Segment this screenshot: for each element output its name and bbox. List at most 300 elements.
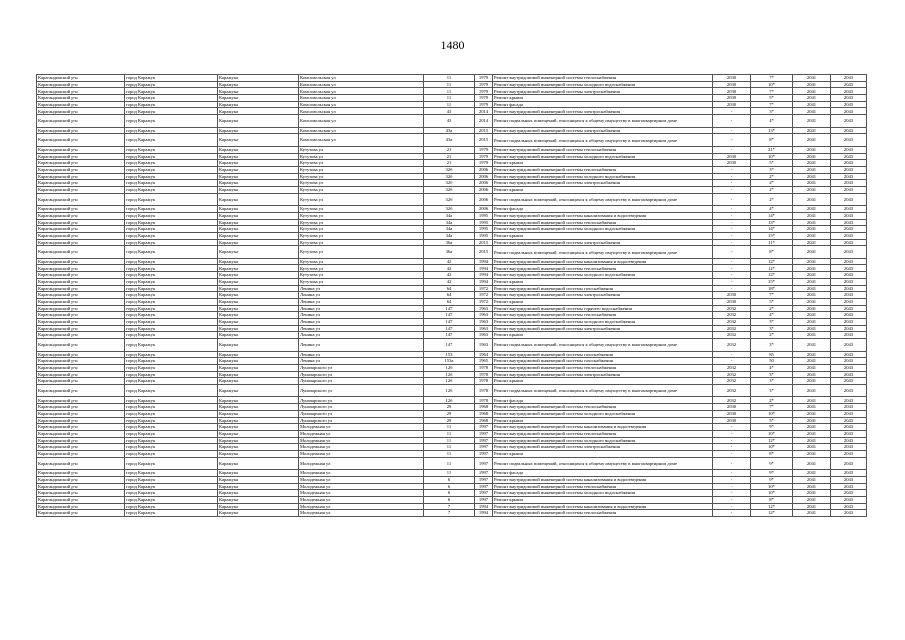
plan-end-year-cell: 2043 <box>831 101 867 108</box>
plan-end-year-cell: 2043 <box>831 95 867 102</box>
work-type-cell: Ремонт внутридомовой инженерной системы теплоснабжения <box>493 166 713 173</box>
house-number-cell: 11 <box>424 437 475 444</box>
plan-end-year-cell: 2043 <box>831 292 867 299</box>
table-row <box>37 450 867 457</box>
table-row <box>37 180 867 187</box>
build-year-cell: 1997 <box>475 490 493 497</box>
table-row <box>37 437 867 444</box>
table-row <box>37 115 867 128</box>
house-number-cell: 29 <box>424 404 475 411</box>
city-cell: город Каражук <box>125 226 218 233</box>
district-cell: Карагандинский р-н <box>37 193 125 206</box>
plan-start-year-cell: 2041 <box>793 292 831 299</box>
build-year-cell: 1979 <box>475 88 493 95</box>
previous-repair-year-cell: - <box>713 444 751 451</box>
plan-start-year-cell: 2041 <box>793 219 831 226</box>
plan-end-year-cell: 2043 <box>831 153 867 160</box>
work-type-cell: Ремонт внутридомовой инженерной системы холодного водоснабжения <box>493 318 713 325</box>
repair-volume-cell: 13* <box>751 219 793 226</box>
district-cell: Карагандинский р-н <box>37 457 125 470</box>
city-cell: город Каражук <box>125 510 218 517</box>
plan-start-year-cell: 2041 <box>793 339 831 352</box>
house-number-cell: 43а <box>424 134 475 147</box>
city-cell: город Каражук <box>125 437 218 444</box>
plan-start-year-cell: 2041 <box>793 318 831 325</box>
build-year-cell: 1963 <box>475 318 493 325</box>
repair-volume-cell: 4* <box>751 115 793 128</box>
table-row <box>37 127 867 134</box>
work-type-cell: Ремонт внутридомовой инженерной системы теплоснабжения <box>493 265 713 272</box>
work-type-cell: Ремонт внутридомовой инженерной системы газоснабжения <box>493 351 713 358</box>
plan-start-year-cell: 2041 <box>793 457 831 470</box>
district-cell: Карагандинский р-н <box>37 503 125 510</box>
repair-volume-cell: 12* <box>751 265 793 272</box>
build-year-cell: 1997 <box>475 437 493 444</box>
plan-start-year-cell: 2041 <box>793 404 831 411</box>
work-type-cell: Ремонт внутридомовой инженерной системы канализования и водоотведения <box>493 503 713 510</box>
plan-end-year-cell: 2043 <box>831 173 867 180</box>
locality-cell: Каражука <box>218 146 299 153</box>
house-number-cell: 32б <box>424 180 475 187</box>
city-cell: город Каражук <box>125 318 218 325</box>
repair-volume-cell: 14* <box>751 212 793 219</box>
plan-end-year-cell: 2043 <box>831 358 867 365</box>
work-type-cell: Ремонт внутридомовой инженерной системы канализования и водоотведения <box>493 212 713 219</box>
work-type-cell: Ремонт внутридомовой инженерной системы холодного водоснабжения <box>493 153 713 160</box>
city-cell: город Каражук <box>125 410 218 417</box>
plan-end-year-cell: 2043 <box>831 305 867 312</box>
build-year-cell: 2006 <box>475 173 493 180</box>
street-cell: Ленина ул <box>299 332 424 339</box>
house-number-cell: 147 <box>424 312 475 319</box>
work-type-cell: Ремонт подвальных помещений, относящихся к общему имуществу в многоквартирном доме <box>493 193 713 206</box>
work-type-cell: Ремонт внутридомовой инженерной системы холодного водоснабжения <box>493 272 713 279</box>
city-cell: город Каражук <box>125 285 218 292</box>
previous-repair-year-cell: - <box>713 490 751 497</box>
previous-repair-year-cell: 2030 <box>713 81 751 88</box>
house-number-cell: 21 <box>424 160 475 167</box>
locality-cell: Каражука <box>218 378 299 385</box>
locality-cell: Каражука <box>218 285 299 292</box>
plan-end-year-cell: 2043 <box>831 232 867 239</box>
plan-start-year-cell: 2041 <box>793 424 831 431</box>
repair-volume-cell: 3* <box>751 318 793 325</box>
district-cell: Карагандинский р-н <box>37 318 125 325</box>
repair-volume-cell: 2* <box>751 173 793 180</box>
city-cell: город Каражук <box>125 108 218 115</box>
plan-end-year-cell: 2043 <box>831 193 867 206</box>
house-number-cell: 6 <box>424 490 475 497</box>
street-cell: Кутузова ул <box>299 206 424 213</box>
locality-cell: Каражука <box>218 351 299 358</box>
locality-cell: Каражука <box>218 424 299 431</box>
repair-volume-cell: 8* <box>751 496 793 503</box>
house-number-cell: 11 <box>424 81 475 88</box>
street-cell: Луначарского ул <box>299 410 424 417</box>
previous-repair-year-cell: 2030 <box>713 404 751 411</box>
street-cell: Молодежная ул <box>299 503 424 510</box>
build-year-cell: 2006 <box>475 193 493 206</box>
city-cell: город Каражук <box>125 503 218 510</box>
city-cell: город Каражук <box>125 470 218 477</box>
street-cell: Луначарского ул <box>299 397 424 404</box>
previous-repair-year-cell: 2030 <box>713 417 751 424</box>
build-year-cell: 1978 <box>475 378 493 385</box>
plan-start-year-cell: 2041 <box>793 510 831 517</box>
city-cell: город Каражук <box>125 312 218 319</box>
city-cell: город Каражук <box>125 193 218 206</box>
previous-repair-year-cell: 2032 <box>713 371 751 378</box>
city-cell: город Каражук <box>125 325 218 332</box>
work-type-cell: Ремонт подвальных помещений, относящихся к общему имуществу в многоквартирном доме <box>493 115 713 128</box>
house-number-cell: 32б <box>424 166 475 173</box>
district-cell: Карагандинский р-н <box>37 101 125 108</box>
previous-repair-year-cell: 2030 <box>713 75 751 82</box>
house-number-cell: 12б <box>424 384 475 397</box>
district-cell: Карагандинский р-н <box>37 272 125 279</box>
house-number-cell: 29 <box>424 417 475 424</box>
plan-start-year-cell: 2041 <box>793 437 831 444</box>
locality-cell: Каражука <box>218 417 299 424</box>
plan-start-year-cell: 2041 <box>793 272 831 279</box>
repair-volume-cell: 10* <box>751 430 793 437</box>
street-cell: Комсомольская ул <box>299 88 424 95</box>
build-year-cell: 1964 <box>475 351 493 358</box>
plan-start-year-cell: 2041 <box>793 173 831 180</box>
repair-schedule-table <box>36 74 867 517</box>
street-cell: Комсомольская ул <box>299 134 424 147</box>
city-cell: город Каражук <box>125 239 218 246</box>
previous-repair-year-cell: - <box>713 503 751 510</box>
city-cell: город Каражук <box>125 186 218 193</box>
repair-volume-cell: 7* <box>751 88 793 95</box>
work-type-cell: Ремонт внутридомовой инженерной системы электроснабжения <box>493 180 713 187</box>
locality-cell: Каражука <box>218 430 299 437</box>
work-type-cell: Ремонт внутридомовой инженерной системы газоснабжения <box>493 285 713 292</box>
district-cell: Карагандинский р-н <box>37 88 125 95</box>
city-cell: город Каражук <box>125 417 218 424</box>
work-type-cell: Ремонт внутридомовой инженерной системы канализования и водоотведения <box>493 424 713 431</box>
plan-end-year-cell: 2043 <box>831 371 867 378</box>
city-cell: город Каражук <box>125 332 218 339</box>
repair-volume-cell: 2* <box>751 305 793 312</box>
table-row <box>37 239 867 246</box>
repair-volume-cell: 12* <box>751 510 793 517</box>
previous-repair-year-cell: - <box>713 146 751 153</box>
repair-volume-cell: 13* <box>751 127 793 134</box>
repair-volume-cell: 5* <box>751 160 793 167</box>
plan-start-year-cell: 2041 <box>793 146 831 153</box>
locality-cell: Каражука <box>218 160 299 167</box>
locality-cell: Каражука <box>218 339 299 352</box>
street-cell: Ленина ул <box>299 292 424 299</box>
build-year-cell: 1995 <box>475 212 493 219</box>
plan-end-year-cell: 2043 <box>831 351 867 358</box>
table-row <box>37 364 867 371</box>
table-row <box>37 278 867 285</box>
repair-volume-cell: 3* <box>751 384 793 397</box>
district-cell: Карагандинский р-н <box>37 146 125 153</box>
district-cell: Карагандинский р-н <box>37 430 125 437</box>
repair-volume-cell: 12* <box>751 272 793 279</box>
repair-volume-cell: 3* <box>751 371 793 378</box>
street-cell: Кутузова ул <box>299 212 424 219</box>
plan-end-year-cell: 2043 <box>831 298 867 305</box>
plan-end-year-cell: 2043 <box>831 75 867 82</box>
street-cell: Молодежная ул <box>299 430 424 437</box>
previous-repair-year-cell: - <box>713 232 751 239</box>
house-number-cell: 12б <box>424 397 475 404</box>
previous-repair-year-cell: 2032 <box>713 378 751 385</box>
street-cell: Молодежная ул <box>299 476 424 483</box>
plan-start-year-cell: 2041 <box>793 378 831 385</box>
plan-end-year-cell: 2043 <box>831 318 867 325</box>
plan-start-year-cell: 2041 <box>793 108 831 115</box>
street-cell: Кутузова ул <box>299 193 424 206</box>
locality-cell: Каражука <box>218 239 299 246</box>
city-cell: город Каражук <box>125 424 218 431</box>
house-number-cell: 6 <box>424 476 475 483</box>
plan-end-year-cell: 2043 <box>831 127 867 134</box>
district-cell: Карагандинский р-н <box>37 410 125 417</box>
plan-end-year-cell: 2043 <box>831 378 867 385</box>
work-type-cell: Ремонт внутридомовой инженерной системы теплоснабжения <box>493 219 713 226</box>
work-type-cell: Ремонт крыши <box>493 298 713 305</box>
plan-start-year-cell: 2041 <box>793 95 831 102</box>
work-type-cell: Ремонт внутридомовой инженерной системы горячего водоснабжения <box>493 305 713 312</box>
plan-start-year-cell: 2041 <box>793 470 831 477</box>
street-cell: Комсомольская ул <box>299 115 424 128</box>
previous-repair-year-cell: 2032 <box>713 305 751 312</box>
table-row <box>37 358 867 365</box>
street-cell: Луначарского ул <box>299 371 424 378</box>
previous-repair-year-cell: - <box>713 265 751 272</box>
table-row <box>37 496 867 503</box>
locality-cell: Каражука <box>218 470 299 477</box>
locality-cell: Каражука <box>218 127 299 134</box>
build-year-cell: 1978 <box>475 364 493 371</box>
plan-end-year-cell: 2043 <box>831 81 867 88</box>
build-year-cell: 2015 <box>475 127 493 134</box>
table-row <box>37 424 867 431</box>
house-number-cell: 7 <box>424 510 475 517</box>
build-year-cell: 1965 <box>475 358 493 365</box>
repair-volume-cell: 12* <box>751 503 793 510</box>
repair-volume-cell: 21* <box>751 146 793 153</box>
table-row <box>37 258 867 265</box>
previous-repair-year-cell: 2032 <box>713 325 751 332</box>
locality-cell: Каражука <box>218 173 299 180</box>
build-year-cell: 2015 <box>475 239 493 246</box>
plan-end-year-cell: 2043 <box>831 258 867 265</box>
plan-start-year-cell: 2041 <box>793 232 831 239</box>
locality-cell: Каражука <box>218 186 299 193</box>
plan-start-year-cell: 2041 <box>793 180 831 187</box>
work-type-cell: Ремонт фасада <box>493 101 713 108</box>
work-type-cell: Ремонт фасада <box>493 397 713 404</box>
repair-volume-cell: 3* <box>751 166 793 173</box>
house-number-cell: 42 <box>424 272 475 279</box>
build-year-cell: 2015 <box>475 134 493 147</box>
street-cell: Кутузова ул <box>299 265 424 272</box>
street-cell: Комсомольская ул <box>299 81 424 88</box>
house-number-cell: 6 <box>424 496 475 503</box>
table-row <box>37 206 867 213</box>
repair-volume-cell: 3* <box>751 108 793 115</box>
locality-cell: Каражука <box>218 318 299 325</box>
locality-cell: Каражука <box>218 108 299 115</box>
work-type-cell: Ремонт внутридомовой инженерной системы холодного водоснабжения <box>493 81 713 88</box>
city-cell: город Каражук <box>125 146 218 153</box>
district-cell: Карагандинский р-н <box>37 364 125 371</box>
locality-cell: Каражука <box>218 496 299 503</box>
district-cell: Карагандинский р-н <box>37 219 125 226</box>
district-cell: Карагандинский р-н <box>37 81 125 88</box>
table-row <box>37 312 867 319</box>
plan-end-year-cell: 2043 <box>831 285 867 292</box>
table-row <box>37 378 867 385</box>
build-year-cell: 1997 <box>475 476 493 483</box>
house-number-cell: 42 <box>424 265 475 272</box>
build-year-cell: 1978 <box>475 384 493 397</box>
table-row <box>37 510 867 517</box>
district-cell: Карагандинский р-н <box>37 378 125 385</box>
previous-repair-year-cell: - <box>713 483 751 490</box>
repair-volume-cell: 50 <box>751 358 793 365</box>
district-cell: Карагандинский р-н <box>37 285 125 292</box>
house-number-cell: 11 <box>424 470 475 477</box>
plan-start-year-cell: 2041 <box>793 312 831 319</box>
build-year-cell: 1979 <box>475 75 493 82</box>
plan-end-year-cell: 2043 <box>831 510 867 517</box>
locality-cell: Каражука <box>218 312 299 319</box>
build-year-cell: 2006 <box>475 186 493 193</box>
locality-cell: Каражука <box>218 437 299 444</box>
plan-end-year-cell: 2043 <box>831 476 867 483</box>
plan-end-year-cell: 2043 <box>831 239 867 246</box>
build-year-cell: 2006 <box>475 166 493 173</box>
district-cell: Карагандинский р-н <box>37 483 125 490</box>
street-cell: Кутузова ул <box>299 258 424 265</box>
locality-cell: Каражука <box>218 115 299 128</box>
table-row <box>37 186 867 193</box>
table-row <box>37 470 867 477</box>
table-row <box>37 173 867 180</box>
street-cell: Кутузова ул <box>299 153 424 160</box>
previous-repair-year-cell: - <box>713 272 751 279</box>
work-type-cell: Ремонт внутридомовой инженерной системы электроснабжения <box>493 292 713 299</box>
locality-cell: Каражука <box>218 88 299 95</box>
street-cell: Комсомольская ул <box>299 108 424 115</box>
work-type-cell: Ремонт внутридомовой инженерной системы холодного водоснабжения <box>493 437 713 444</box>
city-cell: город Каражук <box>125 160 218 167</box>
previous-repair-year-cell: - <box>713 476 751 483</box>
work-type-cell: Ремонт подвальных помещений, относящихся к общему имуществу в многоквартирном доме <box>493 339 713 352</box>
work-type-cell: Ремонт внутридомовой инженерной системы теплоснабжения <box>493 430 713 437</box>
repair-volume-cell: 10* <box>751 444 793 451</box>
street-cell: Молодежная ул <box>299 437 424 444</box>
plan-end-year-cell: 2043 <box>831 134 867 147</box>
work-type-cell: Ремонт внутридомовой инженерной системы электроснабжения <box>493 325 713 332</box>
plan-start-year-cell: 2041 <box>793 483 831 490</box>
plan-start-year-cell: 2041 <box>793 193 831 206</box>
locality-cell: Каражука <box>218 358 299 365</box>
work-type-cell: Ремонт внутридомовой инженерной системы канализования и водоотведения <box>493 258 713 265</box>
plan-start-year-cell: 2041 <box>793 490 831 497</box>
district-cell: Карагандинский р-н <box>37 496 125 503</box>
build-year-cell: 1963 <box>475 339 493 352</box>
table-row <box>37 108 867 115</box>
previous-repair-year-cell: 2030 <box>713 153 751 160</box>
street-cell: Кутузова ул <box>299 246 424 259</box>
district-cell: Карагандинский р-н <box>37 258 125 265</box>
house-number-cell: 34а <box>424 226 475 233</box>
plan-start-year-cell: 2041 <box>793 298 831 305</box>
table-row <box>37 146 867 153</box>
plan-start-year-cell: 2041 <box>793 153 831 160</box>
house-number-cell: 11 <box>424 88 475 95</box>
locality-cell: Каражука <box>218 483 299 490</box>
plan-end-year-cell: 2043 <box>831 496 867 503</box>
build-year-cell: 1997 <box>475 470 493 477</box>
work-type-cell: Ремонт крыши <box>493 378 713 385</box>
repair-volume-cell: 4* <box>751 206 793 213</box>
page-number: 1480 <box>440 38 465 52</box>
plan-end-year-cell: 2043 <box>831 430 867 437</box>
house-number-cell: 12б <box>424 371 475 378</box>
locality-cell: Каражука <box>218 258 299 265</box>
street-cell: Ленина ул <box>299 312 424 319</box>
district-cell: Карагандинский р-н <box>37 424 125 431</box>
repair-volume-cell: 2* <box>751 186 793 193</box>
street-cell: Кутузова ул <box>299 272 424 279</box>
build-year-cell: 1997 <box>475 444 493 451</box>
house-number-cell: 147 <box>424 318 475 325</box>
previous-repair-year-cell: - <box>713 351 751 358</box>
build-year-cell: 1963 <box>475 332 493 339</box>
table-row <box>37 153 867 160</box>
district-cell: Карагандинский р-н <box>37 153 125 160</box>
work-type-cell: Ремонт внутридомовой инженерной системы холодного водоснабжения <box>493 226 713 233</box>
locality-cell: Каражука <box>218 476 299 483</box>
street-cell: Молодежная ул <box>299 457 424 470</box>
house-number-cell: 34а <box>424 232 475 239</box>
plan-start-year-cell: 2041 <box>793 444 831 451</box>
city-cell: город Каражук <box>125 153 218 160</box>
district-cell: Карагандинский р-н <box>37 450 125 457</box>
work-type-cell: Ремонт внутридомовой инженерной системы электроснабжения <box>493 239 713 246</box>
repair-volume-cell: 2* <box>751 193 793 206</box>
locality-cell: Каражука <box>218 232 299 239</box>
house-number-cell: 7 <box>424 503 475 510</box>
city-cell: город Каражук <box>125 490 218 497</box>
district-cell: Карагандинский р-н <box>37 298 125 305</box>
table-row <box>37 88 867 95</box>
district-cell: Карагандинский р-н <box>37 134 125 147</box>
previous-repair-year-cell: - <box>713 173 751 180</box>
city-cell: город Каражук <box>125 127 218 134</box>
district-cell: Карагандинский р-н <box>37 351 125 358</box>
plan-end-year-cell: 2043 <box>831 470 867 477</box>
plan-start-year-cell: 2041 <box>793 450 831 457</box>
house-number-cell: 32б <box>424 206 475 213</box>
table-row <box>37 160 867 167</box>
previous-repair-year-cell: - <box>713 246 751 259</box>
table-body <box>37 75 867 517</box>
plan-end-year-cell: 2043 <box>831 364 867 371</box>
previous-repair-year-cell: 2030 <box>713 298 751 305</box>
locality-cell: Каражука <box>218 404 299 411</box>
